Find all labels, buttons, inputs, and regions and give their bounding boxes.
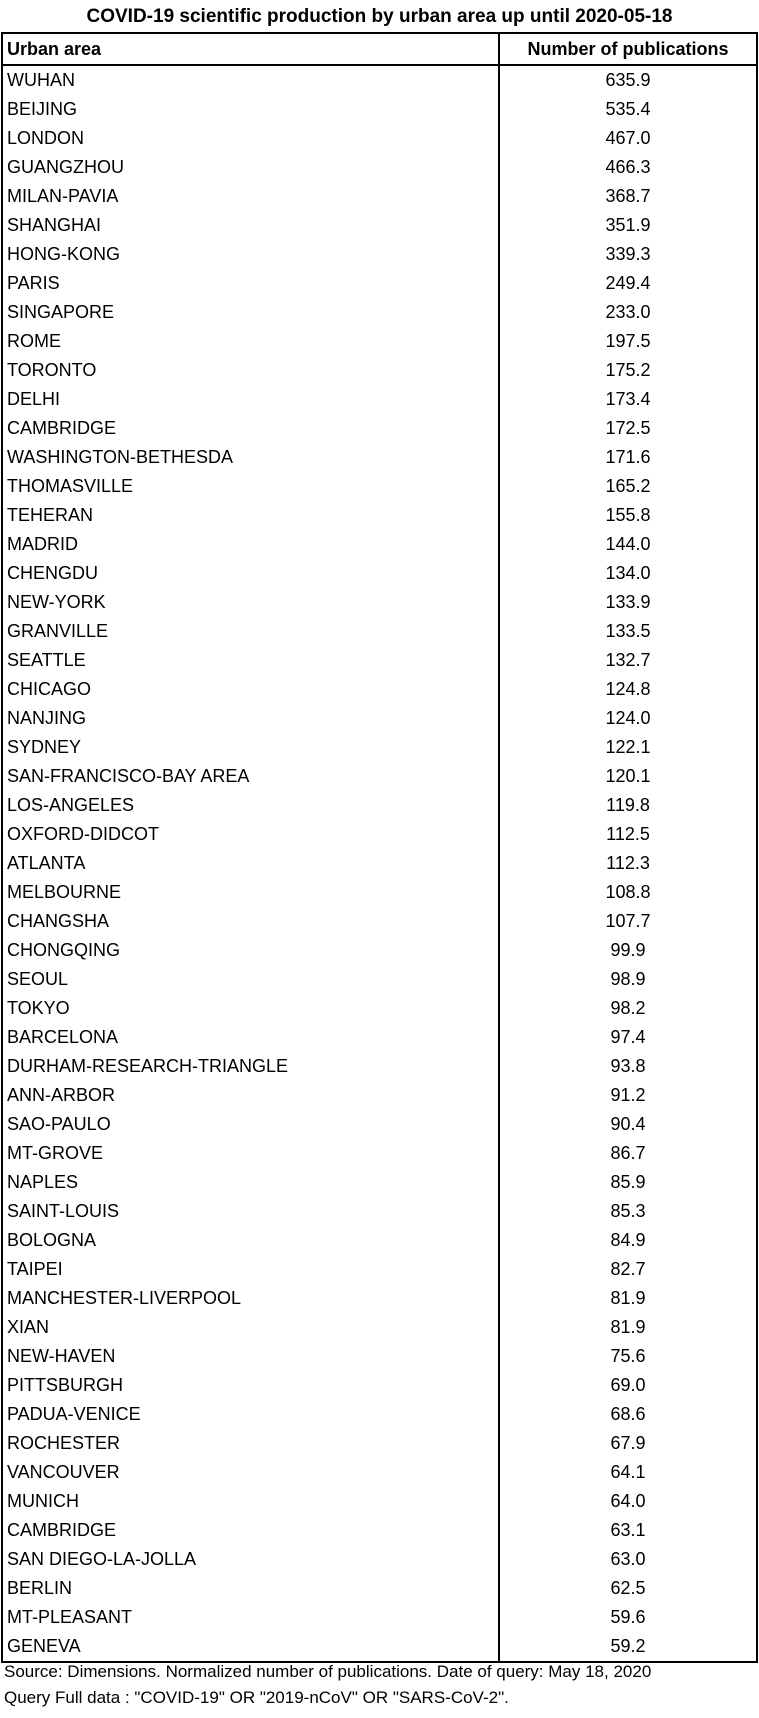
urban-area-cell: MELBOURNE (2, 878, 499, 907)
table-row (2, 1632, 757, 1662)
table-row (2, 327, 757, 356)
publications-cell: 339.3 (499, 240, 757, 269)
urban-area-cell: WASHINGTON-BETHESDA (2, 443, 499, 472)
urban-area-cell: VANCOUVER (2, 1458, 499, 1487)
urban-area-cell: MADRID (2, 530, 499, 559)
table-row (2, 1516, 757, 1545)
table-row (2, 1226, 757, 1255)
publications-cell: 91.2 (499, 1081, 757, 1110)
urban-area-cell: BERLIN (2, 1574, 499, 1603)
table-row (2, 1255, 757, 1284)
urban-area-cell: GRANVILLE (2, 617, 499, 646)
publications-cell: 59.2 (499, 1632, 757, 1662)
publications-cell: 165.2 (499, 472, 757, 501)
urban-area-cell: DURHAM-RESEARCH-TRIANGLE (2, 1052, 499, 1081)
table-row (2, 1603, 757, 1632)
urban-area-cell: SAN DIEGO-LA-JOLLA (2, 1545, 499, 1574)
table-row (2, 211, 757, 240)
publications-cell: 368.7 (499, 182, 757, 211)
urban-area-cell: CHENGDU (2, 559, 499, 588)
urban-area-cell: BARCELONA (2, 1023, 499, 1052)
publications-cell: 63.1 (499, 1516, 757, 1545)
table-row (2, 530, 757, 559)
table-row (2, 936, 757, 965)
table-row (2, 1168, 757, 1197)
table-row (2, 1400, 757, 1429)
table-row (2, 791, 757, 820)
publications-cell: 112.3 (499, 849, 757, 878)
urban-area-cell: MUNICH (2, 1487, 499, 1516)
publications-cell: 69.0 (499, 1371, 757, 1400)
urban-area-cell: MT-GROVE (2, 1139, 499, 1168)
urban-area-cell: SAINT-LOUIS (2, 1197, 499, 1226)
publications-cell: 59.6 (499, 1603, 757, 1632)
publications-cell: 85.9 (499, 1168, 757, 1197)
table-body (2, 65, 757, 1662)
table-row (2, 994, 757, 1023)
urban-area-cell: SINGAPORE (2, 298, 499, 327)
urban-area-cell: ROME (2, 327, 499, 356)
table-row (2, 1139, 757, 1168)
table-row (2, 907, 757, 936)
publications-cell: 124.0 (499, 704, 757, 733)
source-footnote: Source: Dimensions. Normalized number of publications. Date of query: May 18, 2020 (4, 1662, 652, 1681)
publications-cell: 119.8 (499, 791, 757, 820)
urban-area-cell: BOLOGNA (2, 1226, 499, 1255)
publications-cell: 67.9 (499, 1429, 757, 1458)
urban-area-cell: SAN-FRANCISCO-BAY AREA (2, 762, 499, 791)
urban-area-cell: SAO-PAULO (2, 1110, 499, 1139)
publications-cell: 175.2 (499, 356, 757, 385)
publications-cell: 107.7 (499, 907, 757, 936)
urban-area-cell: ANN-ARBOR (2, 1081, 499, 1110)
publications-cell: 86.7 (499, 1139, 757, 1168)
table-row (2, 1371, 757, 1400)
urban-area-cell: GUANGZHOU (2, 153, 499, 182)
urban-area-cell: TEHERAN (2, 501, 499, 530)
urban-area-cell: NAPLES (2, 1168, 499, 1197)
publications-cell: 99.9 (499, 936, 757, 965)
table-row (2, 1081, 757, 1110)
urban-area-cell: PARIS (2, 269, 499, 298)
publications-cell: 108.8 (499, 878, 757, 907)
urban-area-cell: CAMBRIDGE (2, 414, 499, 443)
publications-cell: 171.6 (499, 443, 757, 472)
table-row (2, 820, 757, 849)
table-row (2, 414, 757, 443)
publications-cell: 351.9 (499, 211, 757, 240)
table-row (2, 1023, 757, 1052)
urban-area-cell: SEATTLE (2, 646, 499, 675)
table-row (2, 1574, 757, 1603)
table-row (2, 559, 757, 588)
publications-cell: 144.0 (499, 530, 757, 559)
table-row (2, 385, 757, 414)
table-row (2, 1313, 757, 1342)
urban-area-cell: DELHI (2, 385, 499, 414)
urban-area-cell: ROCHESTER (2, 1429, 499, 1458)
publications-table (1, 32, 758, 1663)
table-row (2, 1052, 757, 1081)
urban-area-cell: TAIPEI (2, 1255, 499, 1284)
header-row (2, 33, 757, 65)
publications-cell: 68.6 (499, 1400, 757, 1429)
publications-cell: 63.0 (499, 1545, 757, 1574)
publications-cell: 75.6 (499, 1342, 757, 1371)
urban-area-cell: CHICAGO (2, 675, 499, 704)
urban-area-cell: GENEVA (2, 1632, 499, 1662)
urban-area-cell: BEIJING (2, 95, 499, 124)
table-row (2, 1487, 757, 1516)
publications-cell: 535.4 (499, 95, 757, 124)
table-row (2, 849, 757, 878)
publications-cell: 93.8 (499, 1052, 757, 1081)
table-row (2, 124, 757, 153)
table-row (2, 588, 757, 617)
publications-cell: 233.0 (499, 298, 757, 327)
publications-cell: 90.4 (499, 1110, 757, 1139)
publications-cell: 466.3 (499, 153, 757, 182)
publications-cell: 635.9 (499, 65, 757, 95)
table-row (2, 675, 757, 704)
urban-area-cell: NEW-HAVEN (2, 1342, 499, 1371)
urban-area-cell: TOKYO (2, 994, 499, 1023)
urban-area-cell: CHANGSHA (2, 907, 499, 936)
urban-area-cell: CHONGQING (2, 936, 499, 965)
urban-area-cell: PITTSBURGH (2, 1371, 499, 1400)
urban-area-cell: HONG-KONG (2, 240, 499, 269)
publications-cell: 120.1 (499, 762, 757, 791)
table-row (2, 762, 757, 791)
publications-cell: 112.5 (499, 820, 757, 849)
publications-cell: 98.2 (499, 994, 757, 1023)
table-row (2, 240, 757, 269)
urban-area-cell: SHANGHAI (2, 211, 499, 240)
table-row (2, 443, 757, 472)
table-row (2, 269, 757, 298)
urban-area-cell: SYDNEY (2, 733, 499, 762)
table-row (2, 965, 757, 994)
urban-area-cell: NEW-YORK (2, 588, 499, 617)
publications-cell: 172.5 (499, 414, 757, 443)
table-row (2, 95, 757, 124)
table-row (2, 1342, 757, 1371)
urban-area-cell: MANCHESTER-LIVERPOOL (2, 1284, 499, 1313)
urban-area-cell: LONDON (2, 124, 499, 153)
urban-area-cell: NANJING (2, 704, 499, 733)
publications-cell: 197.5 (499, 327, 757, 356)
urban-area-cell: ATLANTA (2, 849, 499, 878)
publications-cell: 249.4 (499, 269, 757, 298)
urban-area-cell: SEOUL (2, 965, 499, 994)
publications-cell: 64.0 (499, 1487, 757, 1516)
table-row (2, 1545, 757, 1574)
table-row (2, 733, 757, 762)
table-row (2, 617, 757, 646)
table-row (2, 472, 757, 501)
publications-cell: 82.7 (499, 1255, 757, 1284)
table-row (2, 1429, 757, 1458)
column-header-publications: Number of publications (499, 33, 757, 65)
publications-cell: 84.9 (499, 1226, 757, 1255)
urban-area-cell: THOMASVILLE (2, 472, 499, 501)
urban-area-cell: MT-PLEASANT (2, 1603, 499, 1632)
publications-cell: 467.0 (499, 124, 757, 153)
publications-cell: 97.4 (499, 1023, 757, 1052)
publications-cell: 133.9 (499, 588, 757, 617)
urban-area-cell: OXFORD-DIDCOT (2, 820, 499, 849)
publications-cell: 62.5 (499, 1574, 757, 1603)
table-row (2, 878, 757, 907)
publications-cell: 81.9 (499, 1284, 757, 1313)
table-row (2, 356, 757, 385)
publications-cell: 133.5 (499, 617, 757, 646)
table-row (2, 704, 757, 733)
publications-cell: 122.1 (499, 733, 757, 762)
publications-cell: 173.4 (499, 385, 757, 414)
column-header-urban-area: Urban area (2, 33, 499, 65)
publications-cell: 132.7 (499, 646, 757, 675)
urban-area-cell: MILAN-PAVIA (2, 182, 499, 211)
publications-cell: 134.0 (499, 559, 757, 588)
table-row (2, 1284, 757, 1313)
publications-cell: 98.9 (499, 965, 757, 994)
publications-cell: 64.1 (499, 1458, 757, 1487)
urban-area-cell: WUHAN (2, 65, 499, 95)
table-row (2, 65, 757, 95)
publications-cell: 81.9 (499, 1313, 757, 1342)
urban-area-cell: XIAN (2, 1313, 499, 1342)
table-title: COVID-19 scientific production by urban area up until 2020-05-18 (86, 6, 673, 27)
publications-cell: 155.8 (499, 501, 757, 530)
table-row (2, 153, 757, 182)
publications-cell: 85.3 (499, 1197, 757, 1226)
urban-area-cell: PADUA-VENICE (2, 1400, 499, 1429)
table-row (2, 501, 757, 530)
table-row (2, 298, 757, 327)
table-row (2, 646, 757, 675)
urban-area-cell: CAMBRIDGE (2, 1516, 499, 1545)
urban-area-cell: LOS-ANGELES (2, 791, 499, 820)
table-row (2, 1458, 757, 1487)
table-row (2, 182, 757, 211)
table-row (2, 1110, 757, 1139)
query-footnote: Query Full data : "COVID-19" OR "2019-nCoV" OR "SARS-CoV-2". (4, 1688, 509, 1707)
table-row (2, 1197, 757, 1226)
publications-cell: 124.8 (499, 675, 757, 704)
urban-area-cell: TORONTO (2, 356, 499, 385)
